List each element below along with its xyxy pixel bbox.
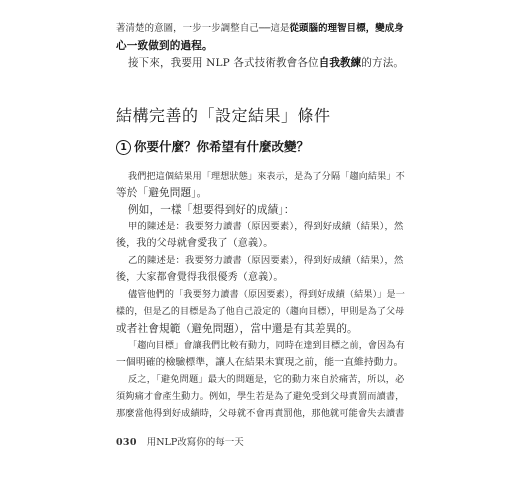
body-line: 甲的陳述是：我要努力讀書（原因要素），得到好成績（結果），然 bbox=[128, 221, 404, 232]
body-line: 那麼當他得到好成績時，父母就不會再責罰他，那他就可能會失去讀書 bbox=[116, 408, 405, 419]
subsection-title: 你要什麼？你希望有什麼改變？ bbox=[134, 139, 310, 154]
body-line: 等於「避免問題」。 bbox=[116, 187, 208, 199]
circled-number-icon: 1 bbox=[116, 140, 131, 155]
section-title: 結構完善的「設定結果」條件 bbox=[116, 106, 331, 125]
running-title: 用NLP改寫你的每一天 bbox=[146, 437, 244, 448]
intro-text: 著清楚的意圖，一步一步調整自己──這是 bbox=[116, 23, 290, 34]
subsection-heading bbox=[116, 139, 309, 155]
page-footer bbox=[116, 434, 244, 448]
intro-line-3 bbox=[128, 56, 404, 70]
intro-highlight: 從頭腦的理智目標，變成身 bbox=[289, 23, 404, 34]
intro-line-2: 心一致做到的過程。 bbox=[116, 40, 213, 52]
body-line: 例如，一樣「想要得到好的成績」： bbox=[128, 204, 295, 216]
page-number: 030 bbox=[116, 437, 137, 448]
body-line: 反之，「避免問題」最大的問題是，它的動力來自於痛苦，所以，必 bbox=[128, 374, 405, 385]
intro-line-1 bbox=[116, 22, 404, 36]
body-line: 樣的，但是乙的目標是為了他自己設定的（趨向目標），甲則是為了父母 bbox=[116, 307, 405, 317]
intro-text: 的方法。 bbox=[361, 57, 405, 69]
intro-text: 接下來，我要用 NLP 各式技術教會各位 bbox=[128, 57, 319, 69]
body-line: 後，我的父母就會愛我了（意義）。 bbox=[116, 238, 274, 249]
body-line: 我們把這個結果用「理想狀態」來表示，是為了分隔「趨向結果」不 bbox=[128, 172, 405, 182]
body-line: 或者社會規範（避免問題），當中還是有其差異的。 bbox=[116, 323, 358, 335]
body-line: 「趨向目標」會讓我們比較有動力，同時在達到目標之前，會因為有 bbox=[128, 341, 405, 351]
body-line: 後，大家都會覺得我很優秀（意義）。 bbox=[116, 272, 284, 283]
intro-highlight: 自我教練 bbox=[318, 57, 362, 69]
body-line: 儘管他們的「我要努力讀書（原因要素），得到好成績（結果）」是一 bbox=[128, 290, 405, 300]
body-line: 乙的陳述是：我要努力讀書（原因要素），得到好成績（結果），然 bbox=[128, 255, 404, 266]
body-line: 須夠痛才會產生動力。例如，學生若是為了避免受到父母責罰而讀書， bbox=[116, 391, 405, 402]
body-line: 一個明確的檢驗標準，讓人在結果未實現之前，能一直維持動力。 bbox=[116, 357, 404, 368]
